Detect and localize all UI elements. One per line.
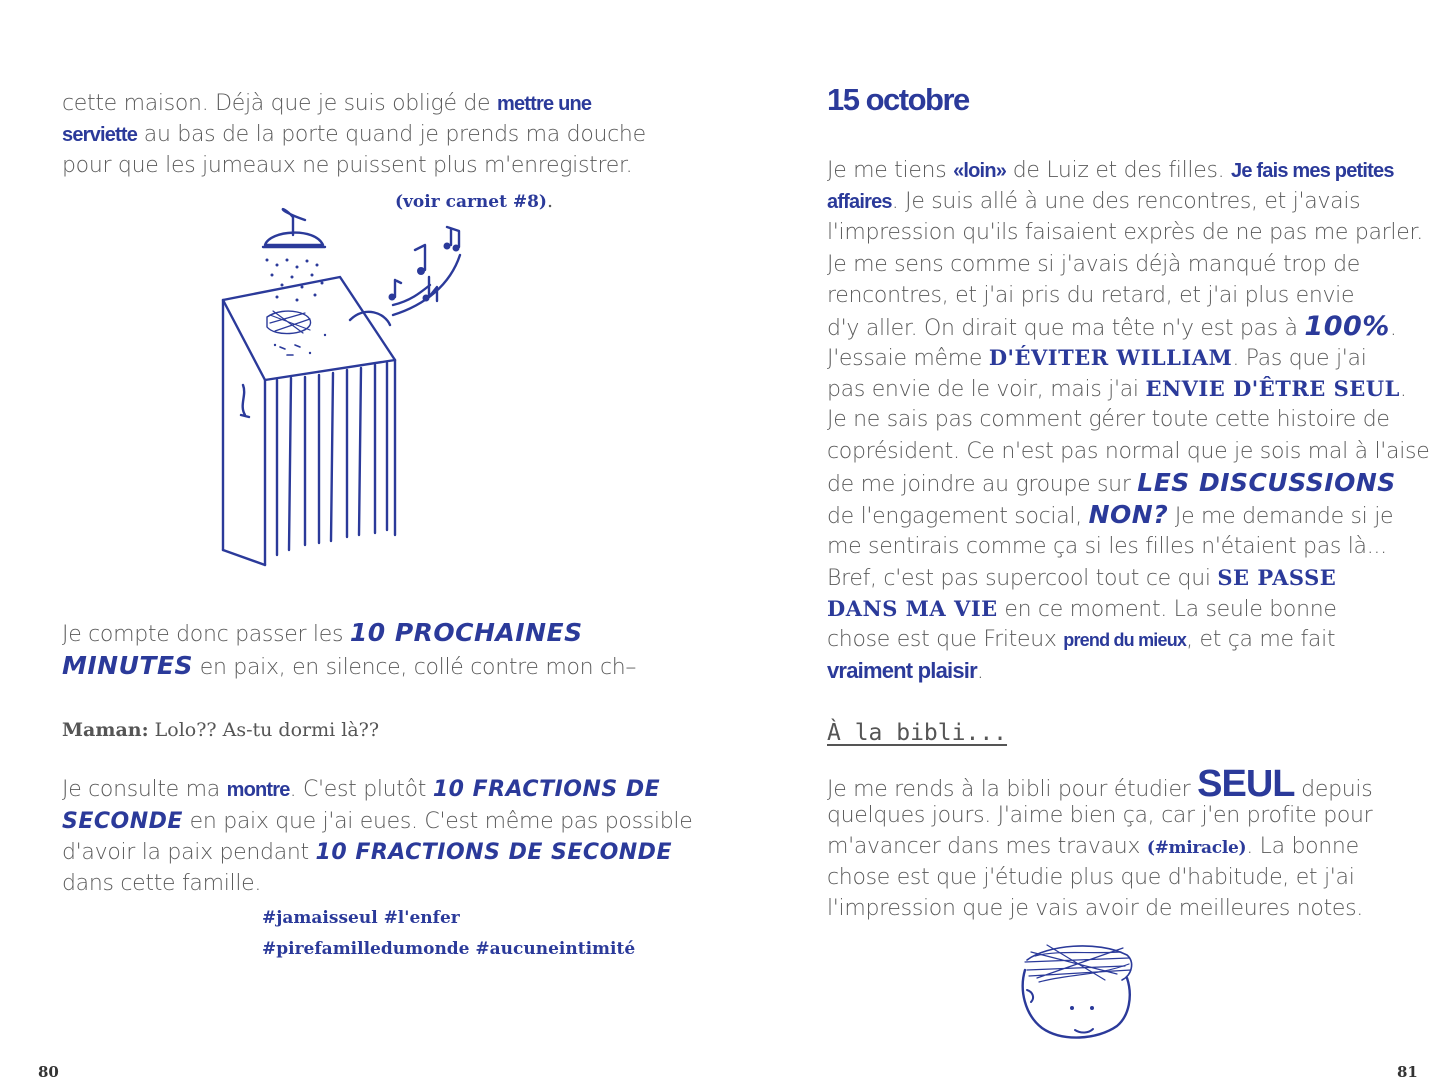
text: d'avoir la paix pendant [62,840,316,865]
right-p2-line5 [827,893,1363,924]
text: me sentirais comme ça si les filles n'étaient pas là... [827,534,1387,559]
right-p1-line9 [827,404,1390,435]
text: l'impression que je vais avoir de meilleures notes. [827,896,1364,921]
text: Je ne sais pas comment gérer toute cette histoire de [827,407,1390,432]
right-p1-line16 [827,624,1335,656]
text: en paix, en silence, collé contre mon ch– [193,655,637,680]
emphasis-eviter-william: D'ÉVITER WILLIAM [988,345,1233,370]
dialogue-maman [62,715,379,747]
note-miracle: (#miracle) [1146,838,1247,858]
right-p1-line10 [827,436,1429,467]
emphasis-dans-ma-vie: DANS MA VIE [827,596,998,621]
text: de l'engagement social, [827,504,1089,529]
text: . C'est plutôt [289,777,433,802]
emphasis-loin: «loin» [953,160,1007,182]
emphasis-vraiment-plaisir: vraiment plaisir [827,658,977,683]
text: rencontres, et j'ai pris du retard, et j'ai plus envie [827,283,1355,308]
right-p2-line3 [827,831,1359,864]
text: au bas de la porte quand je prends ma douche [137,122,646,147]
text: J'essaie même [827,346,989,371]
text: Je me rends à la bibli pour étudier [827,777,1198,802]
emphasis-seconde: SECONDE [62,809,183,834]
text: . Je suis allé à une des rencontres, et j'avais [891,189,1361,214]
right-page [722,0,1445,1092]
text: pas envie de le voir, mais j'ai [827,377,1146,402]
text: . [976,659,984,684]
right-p1-line4 [827,249,1360,280]
text: . Pas que j'ai [1232,346,1367,371]
right-p1-line12 [827,499,1393,532]
hashtags: #jamaisseul #l'enfer [262,908,460,928]
page-number-left: 80 [38,1063,59,1081]
emphasis-envie-detre-seul: ENVIE D'ÊTRE SEUL [1145,376,1400,401]
text: , et ça me fait [1186,627,1336,652]
emphasis-10-fractions-de: 10 FRACTIONS DE [432,777,661,802]
emphasis-prend-du-mieux: prend du mieux [1063,630,1187,650]
text: de me joindre au groupe sur [827,472,1138,497]
text: Bref, c'est pas supercool tout ce qui [827,566,1218,591]
left-p1-line3 [62,150,632,181]
text: . [546,190,554,212]
speaker-label: Maman: [62,719,149,741]
text: cette maison. Déjà que je suis obligé de [62,91,497,116]
text: dans cette famille. [62,871,262,896]
text: l'impression qu'ils faisaient exprès de ne pas me parler. [827,220,1423,245]
text: Je compte donc passer les [62,622,350,647]
page-number-right: 81 [1397,1063,1418,1081]
text: en ce moment. La seule bonne [997,597,1337,622]
emphasis-non: NON? [1088,500,1169,529]
left-p3-line1 [62,774,660,806]
boy-face-drawing [1017,940,1147,1055]
sub-heading-bibli: À la bibli... [827,720,1008,746]
emphasis-les-discussions: LES DISCUSSIONS [1137,468,1396,497]
text: Je consulte ma [62,777,227,802]
left-p1-line2 [62,119,646,151]
left-p1-line1 [62,88,591,120]
emphasis-10-fractions-de-seconde: 10 FRACTIONS DE SECONDE [315,840,672,865]
emphasis-affaires: affaires [827,191,892,213]
text: quelques jours. J'aime bien ça, car j'en profite pour [827,803,1373,828]
text: m'avancer dans mes travaux [827,834,1147,859]
text: chose est que Friteux [827,627,1064,652]
right-p1-line8 [827,373,1407,405]
right-p2-line4 [827,862,1355,893]
text: . [1399,377,1407,402]
right-p1-line17 [827,655,984,687]
right-p1-line3 [827,217,1423,248]
right-p1-line1 [827,155,1394,187]
right-p2-line2 [827,800,1372,831]
left-p2-line2 [62,650,636,683]
emphasis-montre: montre [226,779,290,801]
text: Je me sens comme si j'avais déjà manqué trop de [827,252,1360,277]
note-voir-carnet: (voir carnet #8) [395,192,547,212]
text: de Luiz et des filles. [1006,158,1231,183]
left-p2-line1 [62,617,583,650]
emphasis-mettre-une: mettre une [496,93,592,115]
hashtags: #pirefamilledumonde #aucuneintimité [262,939,636,959]
emphasis-10-prochaines: 10 PROCHAINES [349,618,583,647]
date-heading: 15 octobre [827,82,969,117]
text: Je me demande si je [1168,504,1394,529]
shower-drawing [215,205,475,575]
hashtags-line1 [262,903,460,934]
text: coprésident. Ce n'est pas normal que je sois mal à l'aise [827,439,1430,464]
left-page [0,0,722,1092]
right-p1-line2 [827,186,1360,218]
left-p3-line2 [62,806,692,837]
right-p1-line15 [827,593,1337,625]
emphasis-je-fais-mes-petites: Je fais mes petites [1231,160,1394,182]
right-p1-line13 [827,531,1387,562]
right-p1-line5 [827,280,1354,311]
dialogue-text: Lolo?? As-tu dormi là?? [148,719,380,741]
text: pour que les jumeaux ne puissent plus m'enregistrer. [62,153,633,178]
text: . La bonne [1246,834,1359,859]
text: depuis [1294,777,1373,802]
text: Je me tiens [827,158,954,183]
emphasis-minutes: MINUTES [62,651,194,680]
hashtags-line2 [262,934,635,965]
left-p3-line4 [62,868,261,899]
right-p1-line6 [827,311,1397,344]
emphasis-seul: SEUL [1197,763,1295,805]
right-p1-line14 [827,562,1336,594]
emphasis-se-passe: SE PASSE [1217,565,1337,590]
text: chose est que j'étudie plus que d'habitude, et j'ai [827,865,1355,890]
text: d'y aller. On dirait que ma tête n'y est pas à [827,316,1305,341]
right-p1-line11 [827,467,1396,500]
right-p1-line7 [827,342,1367,374]
left-p3-line3 [62,837,672,868]
emphasis-serviette: serviette [62,124,138,146]
emphasis-100-percent: 100% [1304,311,1390,342]
text: . [1389,316,1397,341]
text: en paix que j'ai eues. C'est même pas possible [182,809,693,834]
